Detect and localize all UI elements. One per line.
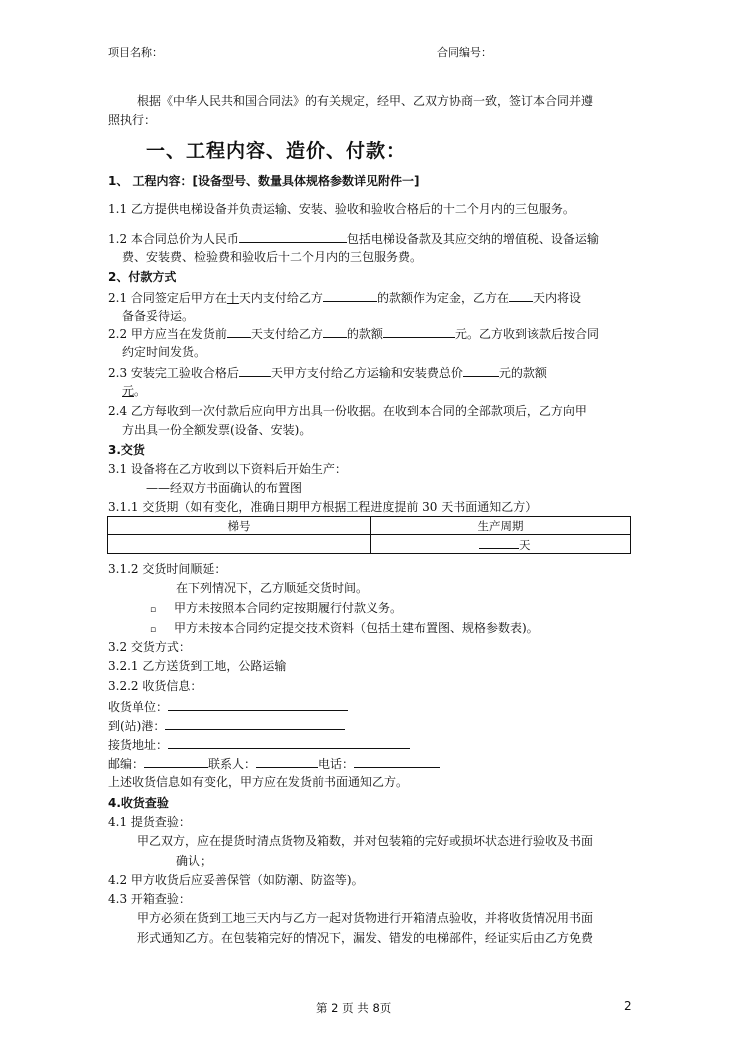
total-price-blank [239,229,347,243]
clause-2-4-line-2: 方出具一份全额发票(设备、安装)。 [122,423,312,437]
address-row [108,735,410,753]
intro-line-2: 照执行： [108,113,157,127]
page-number: 2 [624,999,632,1013]
station-label: 到(站)港： [108,719,166,733]
receiving-unit-field[interactable] [168,697,348,711]
clause-2-1 [108,288,581,306]
receiving-unit-row [108,697,348,715]
square-bullet-icon: ▫ [150,625,157,635]
clause-2-1-c: 的款额作为定金，乙方在 [376,291,509,305]
intro-line-1: 根据《中华人民共和国合同法》的有关规定，经甲、乙双方协商一致，签订本合同并遵 [137,94,594,108]
table-header-row [108,517,631,535]
cell-production-period [371,535,631,554]
pre-ship-amount-blank [383,324,455,338]
clause-4-1-line-2: 确认； [176,854,213,868]
station-field[interactable] [165,716,345,730]
clause-2-4: 2.4 乙方每收到一次付款后应向甲方出具一份收据。在收到本合同的全部款项后，乙方向甲 [108,404,587,418]
clause-3-1-2: 3.1.2 交货时间顺延： [108,562,227,576]
phone-field[interactable] [354,754,440,768]
col-production-period: 生产周期 [371,517,631,535]
clause-4-1-line-1: 甲乙双方，应在提货时清点货物及箱数，并对包装箱的完好或损坏状态进行验收及书面 [137,834,594,848]
clause-2-2-line-2: 约定时间发货。 [122,345,207,359]
acceptance-days-blank [239,363,271,377]
bullet-item-2 [150,619,539,636]
clause-3-1-1: 3.1.1 交货期（如有变化，准确日期甲方根据工程进度提前 30 天书面通知乙方） [108,500,538,514]
clause-3-1-sub: ——经双方书面确认的布置图 [146,481,303,495]
clause-3-1: 3.1 设备将在乙方收到以下资料后开始生产： [108,462,347,476]
clause-4-3: 4.3 开箱查验： [108,892,191,906]
period-blank [479,535,519,549]
contact-field[interactable] [256,754,318,768]
deposit-amount-blank [323,288,377,302]
clause-2-1-b: 天内支付给乙方 [238,291,323,305]
clause-2-2-a: 2.2 甲方应当在发货前 [108,327,227,341]
clause-3-2-2: 3.2.2 收货信息： [108,679,203,693]
clause-1-2-line-2: 费、安装费、检验费和验收后十二个月内的三包服务费。 [122,250,423,264]
station-row [108,716,345,734]
contact-info-row [108,754,440,772]
clause-4-1: 4.1 提货查验： [108,815,191,829]
contract-number-label: 合同编号： [437,46,492,59]
postcode-label: 邮编： [108,757,145,771]
bullet-item-1 [150,599,402,616]
clause-2-3 [108,363,547,381]
clause-2-3-unit: 元 [122,384,135,398]
clause-2-1-line-2: 备备妥待运。 [122,309,195,323]
clause-1-2 [108,229,599,247]
address-label: 接货地址： [108,738,169,752]
postcode-field[interactable] [144,754,208,768]
clause-2-3-line-2 [122,382,146,399]
receiving-unit-label: 收货单位： [108,700,169,714]
deposit-days: 十 [226,291,239,305]
project-name-label: 项目名称： [108,46,163,59]
pre-ship-ratio-blank [323,324,347,338]
clause-3-1-2-intro: 在下列情况下，乙方顺延交货时间。 [176,581,369,595]
table-row [108,535,631,554]
clause-2-2 [108,324,599,342]
clause-2-1-a: 2.1 合同签定后甲方在 [108,291,227,305]
clause-2-2-c: 的款额 [346,327,383,341]
receiving-notice: 上述收货信息如有变化，甲方应在发货前书面通知乙方。 [108,775,409,789]
s3-heading: 3.交货 [108,443,145,457]
clause-2-2-b: 天支付给乙方 [250,327,323,341]
square-bullet-icon: ▫ [150,605,157,615]
clause-1-2-text-a: 1.2 本合同总价为人民币 [108,232,239,246]
bullet-item-2-text: 甲方未按本合同约定提交技术资料（包括土建布置图、规格参数表)。 [174,621,539,635]
clause-4-3-line-1: 甲方必须在货到工地三天内与乙方一起对货物进行开箱清点验收，并将收货情况用书面 [137,911,594,925]
cell-elevator-number [108,535,371,554]
contact-label: 联系人： [208,757,257,771]
clause-1-1: 1.1 乙方提供电梯设备并负责运输、安装、验收和验收合格后的十二个月内的三包服务。 [108,202,575,216]
s1-heading: 1、 工程内容：[设备型号、数量具体规格参数详见附件一] [108,174,420,188]
clause-3-2: 3.2 交货方式： [108,640,191,654]
pre-ship-days-blank [227,324,251,338]
section-title: 一、工程内容、造价、付款： [146,140,407,162]
clause-2-3-b: 天甲方支付给乙方运输和安装费总价 [270,366,463,380]
s2-heading: 2、付款方式 [108,270,177,284]
delivery-table [107,516,631,554]
clause-2-3-end: 。 [134,384,147,398]
clause-3-2-1: 3.2.1 乙方送货到工地，公路运输 [108,659,287,673]
clause-2-1-d: 天内将设 [532,291,581,305]
col-elevator-number: 梯号 [108,517,371,535]
clause-4-2: 4.2 甲方收货后应妥善保管（如防潮、防盗等)。 [108,873,364,887]
page-indicator: 第 2 页 共 8页 [316,1001,392,1015]
s4-heading: 4.收货查验 [108,796,169,810]
phone-label: 电话： [318,757,355,771]
clause-2-3-a: 2.3 安装完工验收合格后 [108,366,239,380]
clause-2-2-d: 元。乙方收到该款后按合同 [454,327,599,341]
period-unit: 天 [519,538,531,552]
ready-days-blank [509,288,533,302]
address-field[interactable] [168,735,410,749]
clause-2-3-c: 元的款额 [498,366,547,380]
bullet-item-1-text: 甲方未按照本合同约定按期履行付款义务。 [174,601,403,615]
clause-1-2-text-b: 包括电梯设备款及其应交纳的增值税、设备运输 [346,232,599,246]
clause-4-3-line-2: 形式通知乙方。在包装箱完好的情况下，漏发、错发的电梯部件，经证实后由乙方免费 [137,931,594,945]
install-total-blank [463,363,499,377]
